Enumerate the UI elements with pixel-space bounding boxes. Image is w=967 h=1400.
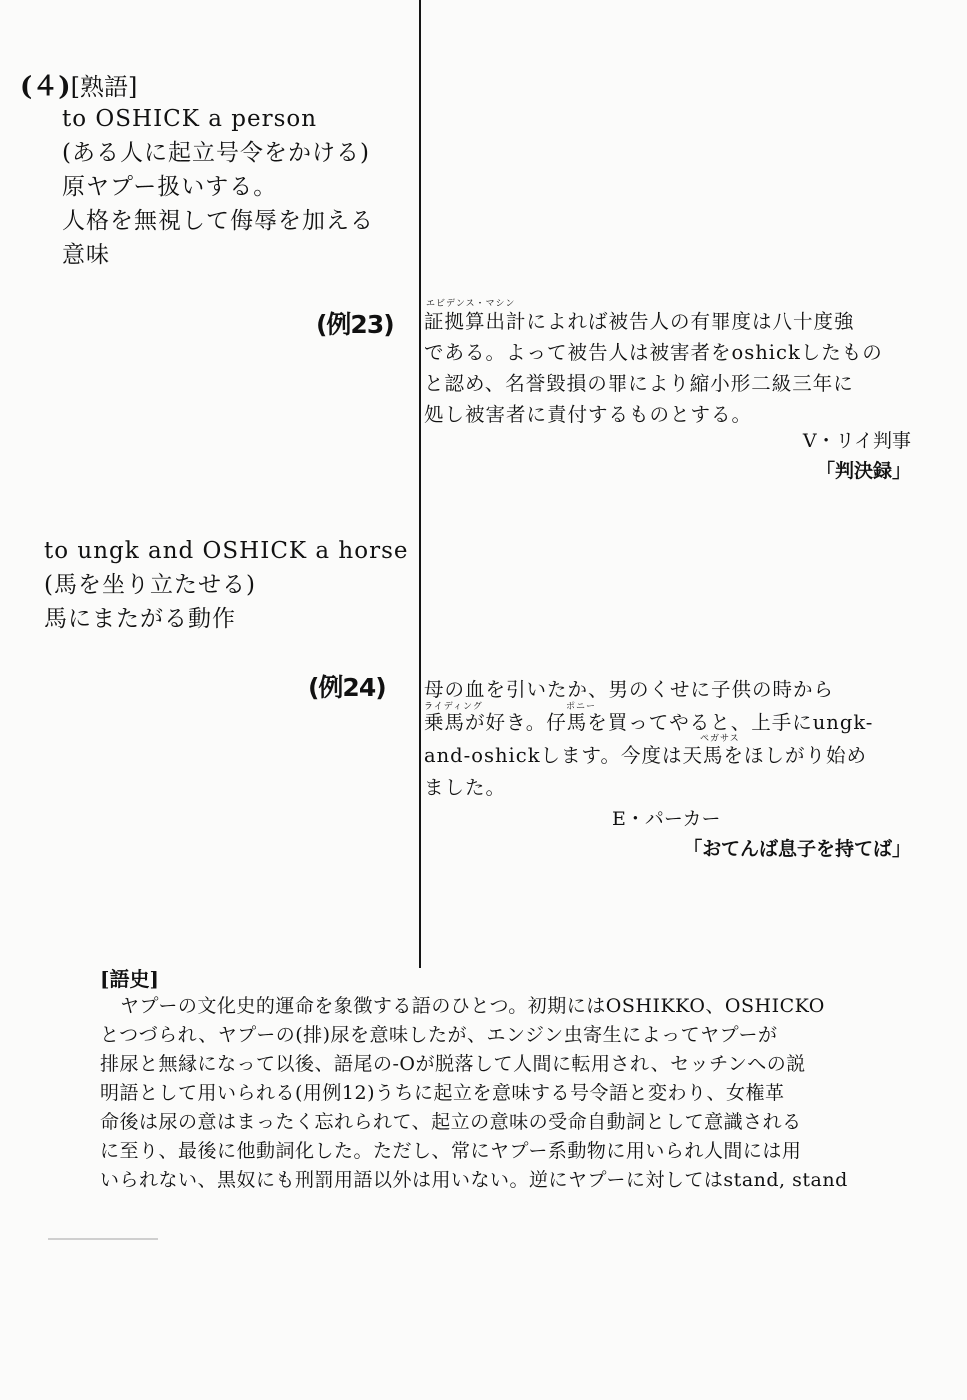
- example-author: E・パーカー: [612, 808, 721, 830]
- history-line: とつづられ、ヤプーの(排)尿を意味したが、エンジン虫寄生によってヤプーが: [100, 1024, 778, 1046]
- example-line: 母の血を引いたか、男のくせに子供の時から: [424, 678, 835, 701]
- example-line: 乗馬が好き。仔馬を買ってやると、上手にungk-: [424, 711, 874, 734]
- example-line: ました。: [424, 776, 507, 799]
- example-label: (例23): [316, 310, 394, 339]
- example-label: (例24): [308, 673, 386, 702]
- definition-line: (馬を坐り立たせる): [44, 572, 256, 598]
- example-line: 処し被害者に責付するものとする。: [424, 403, 753, 426]
- example-line: 証拠算出計によれば被告人の有罪度は八十度強: [424, 310, 855, 333]
- definition-line: 意味: [62, 242, 110, 268]
- definition-line: (ある人に起立号令をかける): [62, 140, 370, 166]
- example-line: and-oshickします。今度は天馬をほしがり始め: [424, 744, 867, 767]
- section-number: (４): [20, 72, 71, 102]
- definition-line: 人格を無視して侮辱を加える: [62, 208, 374, 234]
- history-line: ヤプーの文化史的運命を象徴する語のひとつ。初期にはOSHIKKO、OSHICKO: [120, 995, 825, 1017]
- history-line: いられない、黒奴にも刑罰用語以外は用いない。逆にヤプーに対してはstand, stand: [100, 1169, 848, 1191]
- ruby-text: ポニー: [566, 702, 597, 712]
- phrase-english: to ungk and OSHICK a horse: [44, 538, 409, 564]
- example-source: 「判決録」: [815, 460, 911, 482]
- ruby-text: ライディング: [424, 702, 483, 712]
- definition-line: 原ヤプー扱いする。: [62, 174, 278, 200]
- history-line: に至り、最後に他動詞化した。ただし、常にヤプー系動物に用いられ人間には用: [100, 1140, 802, 1162]
- example-line: と認め、名誉毀損の罪により縮小形二級三年に: [424, 372, 854, 395]
- column-divider: [419, 0, 421, 968]
- history-line: 命後は尿の意はまったく忘れられて、起立の意味の受命自動詞として意識される: [100, 1111, 802, 1133]
- definition-line: 馬にまたがる動作: [44, 606, 236, 632]
- ruby-text: エビデンス・マシン: [426, 299, 516, 309]
- section-label: [熟語]: [70, 73, 138, 101]
- history-line: 明語として用いられる(用例12)うちに起立を意味する号令語と変わり、女権革: [100, 1082, 785, 1104]
- phrase-english: to OSHICK a person: [62, 106, 318, 132]
- example-line: である。よって被告人は被害者をoshickしたもの: [424, 341, 883, 364]
- ruby-text: ペガサス: [700, 734, 740, 744]
- scan-smudge: [48, 1238, 158, 1240]
- example-source: 「おてんば息子を持てば」: [683, 838, 911, 860]
- history-line: 排尿と無縁になって以後、語尾の-Oが脱落して人間に転用され、セッチンへの説: [100, 1053, 806, 1075]
- section-heading: [20, 66, 137, 103]
- example-author: V・リイ判事: [802, 430, 911, 452]
- history-heading: [語史]: [100, 967, 159, 991]
